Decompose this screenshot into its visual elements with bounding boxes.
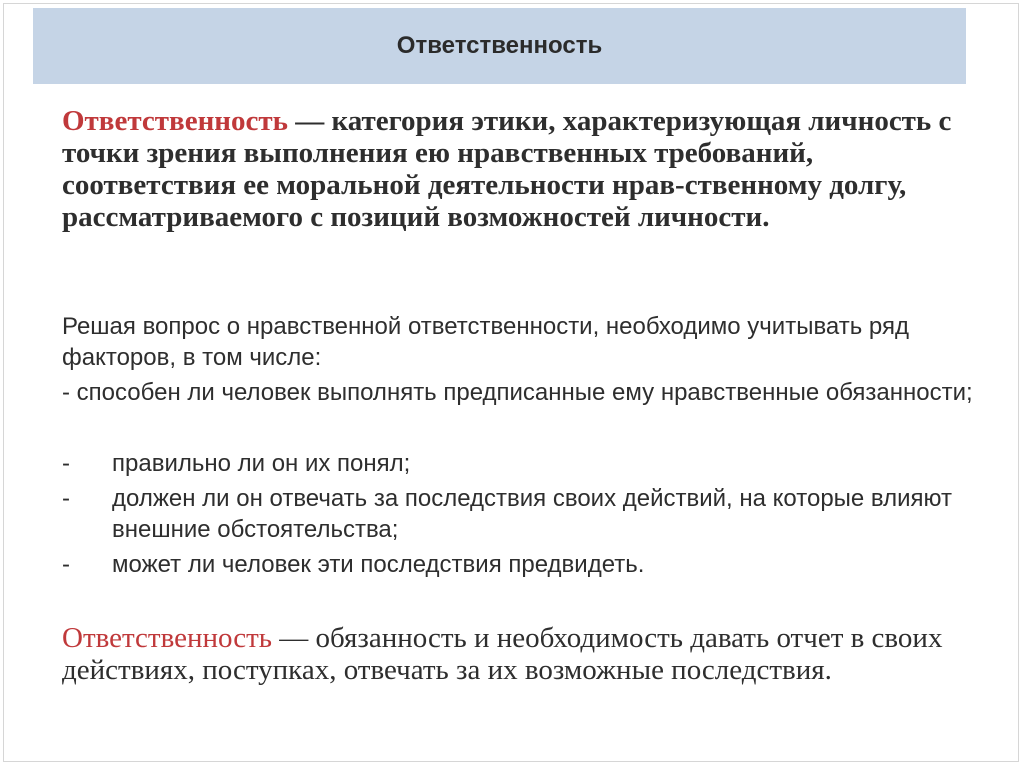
list-item-first: - способен ли человек выполнять предписанные ему нравственные обязанности;	[62, 379, 973, 406]
list-item-text: правильно ли он их понял;	[112, 450, 411, 477]
list-item-text: должен ли он отвечать за последствия своих действий, на которые влияют внешние обстоятельства;	[112, 485, 952, 543]
list-item-text: может ли человек эти последствия предвидеть.	[112, 551, 645, 578]
definition-term-2: Ответственность	[62, 622, 273, 654]
definition-text-2: — обязанность и необходимость давать отчет в своих действиях, поступках, отвечать за их возможные последствия.	[62, 622, 943, 686]
definition-paragraph-1	[62, 105, 977, 233]
bullet-dash: -	[62, 551, 70, 578]
bullet-dash: -	[62, 485, 70, 512]
title-bar	[33, 8, 966, 84]
bullet-dash: -	[62, 450, 70, 477]
intro-paragraph: Решая вопрос о нравственной ответственности, необходимо учитывать ряд факторов, в том числе:	[62, 313, 909, 371]
definition-paragraph-2	[62, 622, 982, 686]
definition-text-1: — категория этики, характеризующая личность с точки зрения выполнения ею нравственных требований, соответствия ее моральной деятельности нрав-ственному долгу, рассматриваемого с позиций возможностей личности.	[62, 105, 952, 233]
slide-title: Ответственность	[396, 32, 603, 59]
definition-term-1: Ответственность	[62, 105, 288, 137]
